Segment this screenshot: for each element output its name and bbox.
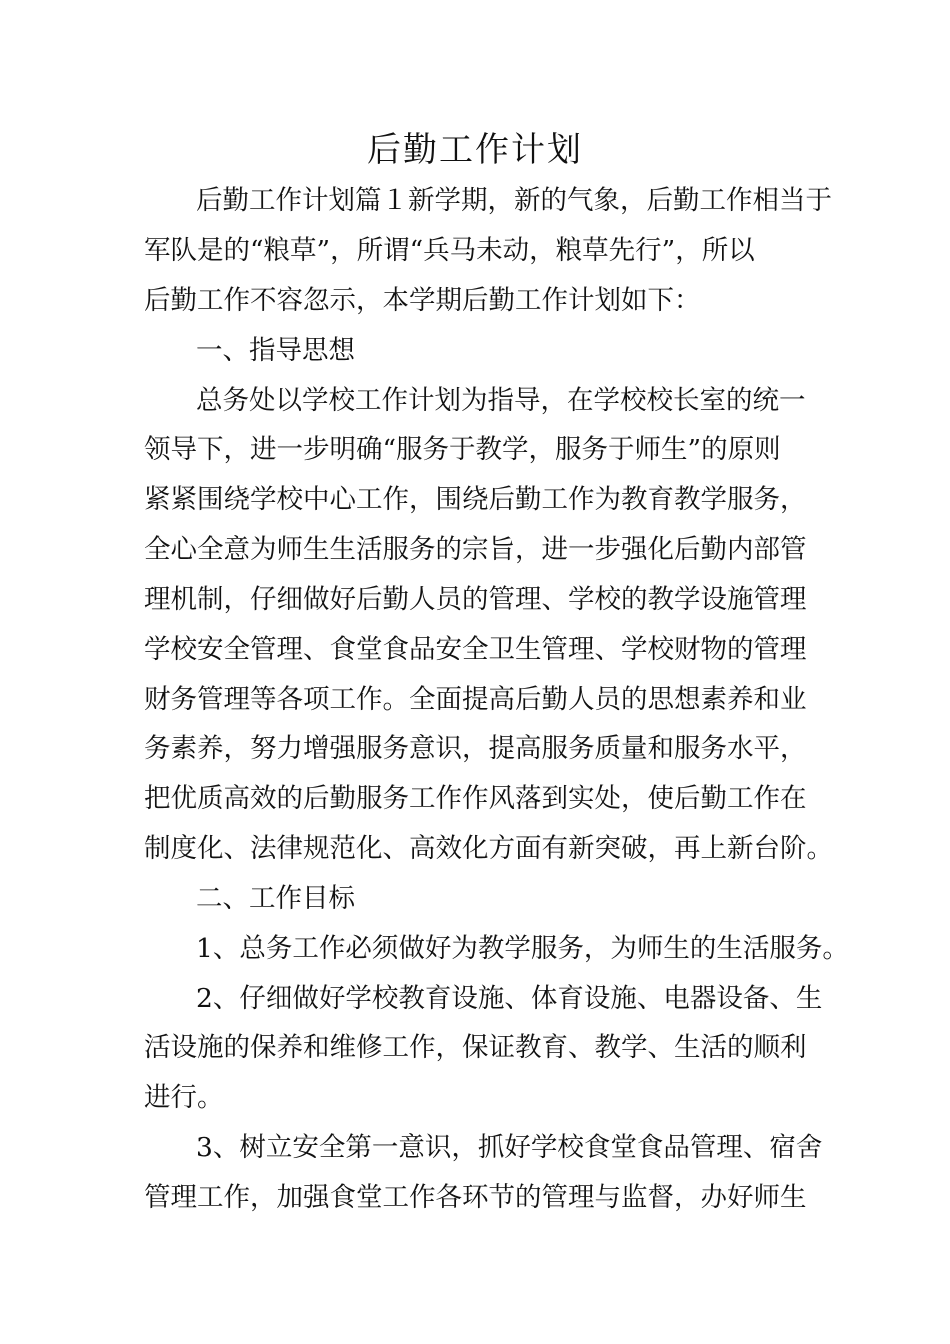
document-title: 后勤工作计划 xyxy=(367,130,583,170)
text-line: 后勤工作不容忽示，本学期后勤工作计划如下： xyxy=(144,285,701,316)
text-line: 总务处以学校工作计划为指导，在学校校长室的统一 xyxy=(196,385,806,416)
text-line: 1、总务工作必须做好为教学服务，为师生的生活服务。 xyxy=(196,933,849,964)
text-line: 管理工作，加强食堂工作各环节的管理与监督，办好师生 xyxy=(144,1182,807,1213)
text-line: 全心全意为师生生活服务的宗旨，进一步强化后勤内部管 xyxy=(144,534,807,565)
text-line: 制度化、法律规范化、高效化方面有新突破，再上新台阶。 xyxy=(144,833,833,864)
text-line: 后勤工作计划篇１新学期，新的气象，后勤工作相当于 xyxy=(196,185,832,216)
text-line: 学校安全管理、食堂食品安全卫生管理、学校财物的管理 xyxy=(144,634,807,665)
text-line: 务素养，努力增强服务意识，提高服务质量和服务水平， xyxy=(144,733,807,764)
text-line: 理机制，仔细做好后勤人员的管理、学校的教学设施管理 xyxy=(144,584,807,615)
section-heading: 一、指导思想 xyxy=(196,335,355,366)
section-heading: 二、工作目标 xyxy=(196,883,355,914)
text-line: 3、树立安全第一意识，抓好学校食堂食品管理、宿舍 xyxy=(196,1132,823,1163)
text-line: 2、仔细做好学校教育设施、体育设施、电器设备、生 xyxy=(196,983,823,1014)
text-line: 进行。 xyxy=(144,1082,224,1113)
text-line: 军队是的“粮草”，所谓“兵马未动，粮草先行”，所以 xyxy=(144,235,755,266)
text-line: 把优质高效的后勤服务工作作风落到实处，使后勤工作在 xyxy=(144,783,807,814)
text-line: 紧紧围绕学校中心工作，围绕后勤工作为教育教学服务， xyxy=(144,484,807,515)
text-line: 领导下，进一步明确“服务于教学，服务于师生”的原则 xyxy=(144,434,781,465)
text-line: 活设施的保养和维修工作，保证教育、教学、生活的顺利 xyxy=(144,1032,807,1063)
text-line: 财务管理等各项工作。全面提高后勤人员的思想素养和业 xyxy=(144,684,807,715)
